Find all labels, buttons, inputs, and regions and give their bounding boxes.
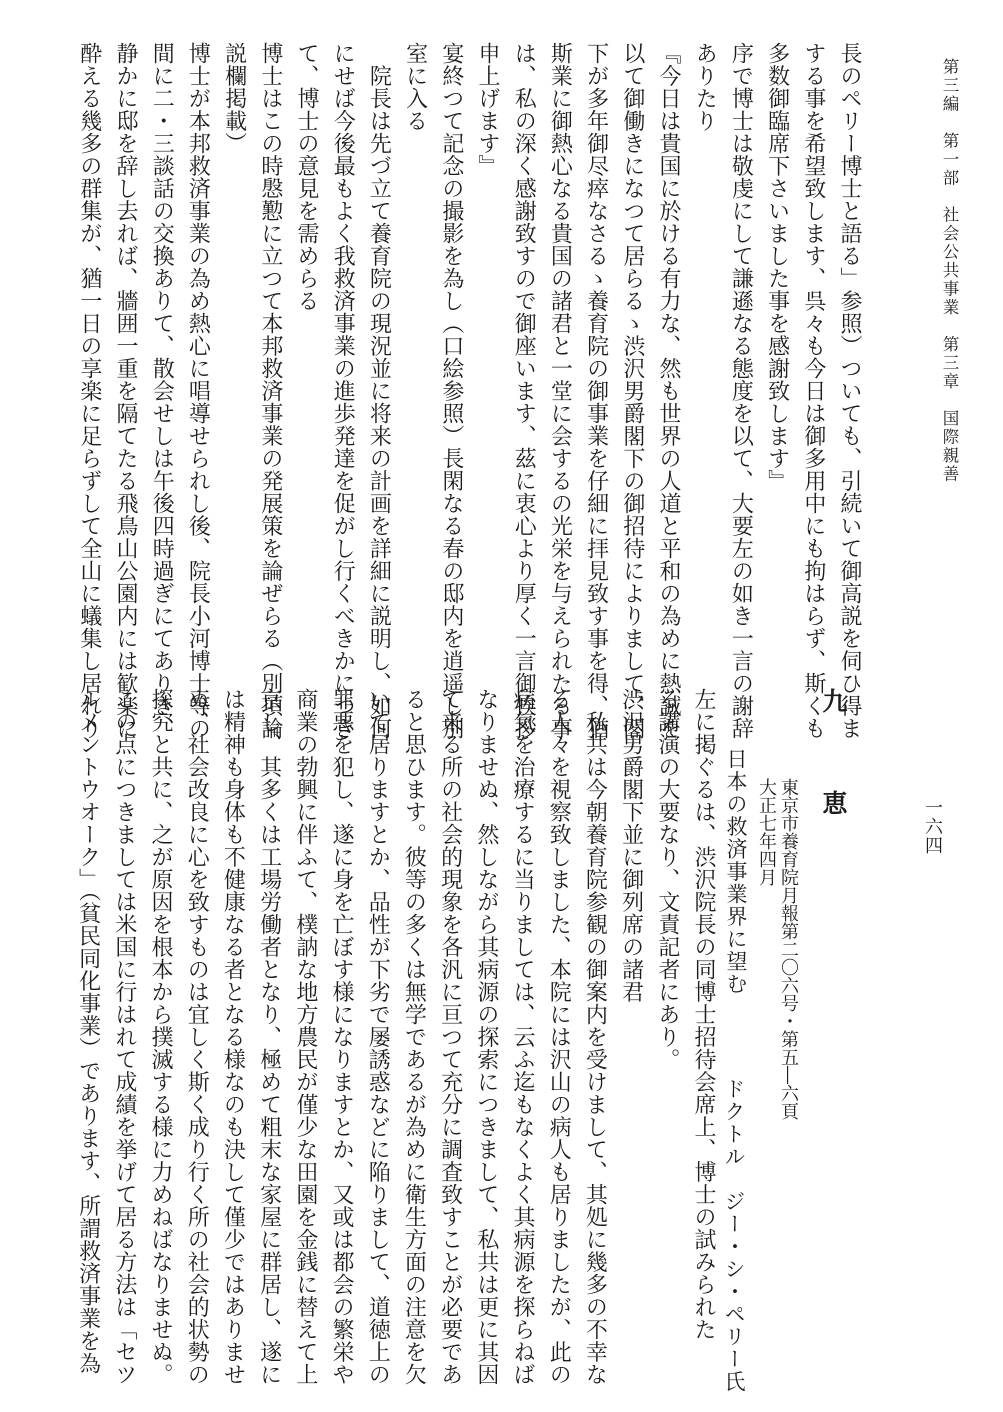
- text-line: 斯業に御熱心なる貴国の諸君と一堂に会するの光栄を与えられたる事: [547, 42, 573, 740]
- text-line: 以て御働きになつて居らるゝ渋沢男爵閣下の御招待によりまして、閣: [619, 42, 645, 740]
- text-line: 『今日は貴国に於ける有力な、然も世界の人道と平和の為めに熱誠を: [656, 42, 681, 740]
- text-line: この点につきましては米国に行はれて成績を挙げて居る方法は「セツ: [111, 688, 137, 1386]
- text-line: 多数御臨席下さいました事を感謝致します』: [764, 42, 790, 492]
- text-line: ルメントウオーク」（貧民同化事業）であります、所謂救済事業を為: [75, 688, 101, 1375]
- text-line: る講演の大要なり、文責記者にあり。: [654, 688, 680, 1071]
- text-line: 罪悪を犯し、遂に身を亡ぼす様になりますとか、又或は都会の繁栄や: [329, 688, 354, 1386]
- running-header: 第三編 第一部 社会公共事業 第三章 国際親善: [940, 58, 959, 484]
- text-line: いて居りますとか、品性が下劣で屡誘惑などに陥りまして、道徳上の: [365, 688, 391, 1386]
- text-line: て、博士の意見を需めらる: [294, 42, 319, 312]
- text-line: 京し、其多くは工場労働者となり、極めて粗末な家屋に群居し、遂に: [256, 688, 282, 1386]
- article-author: ドクトル ジー・シ・ペリー氏: [722, 1078, 746, 1393]
- section-number: 九 恵: [819, 688, 848, 841]
- text-line: 静かに邸を辞し去れば、牆囲一重を隔てたる飛鳥山公園内には歓楽に: [113, 42, 138, 740]
- text-line: ると思ひます。彼等の多くは無学であるが為めに衛生方面の注意を欠: [401, 688, 427, 1386]
- text-line: る人々を視察致しました、本院には沢山の病人も居りましたが、此の: [546, 688, 572, 1386]
- text-line: する事を希望致します、呉々も今日は御多用中にも拘はらず、斯くも: [800, 42, 826, 740]
- text-line: 説欄掲載）: [221, 42, 247, 155]
- source-date: 大正七年四月: [756, 778, 777, 886]
- text-line: は、私の深く感謝致すので御座います、茲に衷心より厚く一言御挨拶: [511, 42, 537, 740]
- text-line: 博士はこの時慇懃に立つて本邦救済事業の発展策を論ぜらる（別項論: [257, 42, 283, 740]
- text-line: 私共は今朝養育院参観の御案内を受けまして、其処に幾多の不幸な: [582, 688, 608, 1386]
- text-line: 博士が本邦救済事業の為め熱心に唱導せられし後、院長小河博士等の: [185, 42, 211, 740]
- text-line: 酔える幾多の群集が、猶一日の享楽に足らずして全山に蟻集し居れり: [76, 42, 102, 740]
- text-line: 室に入る: [402, 42, 428, 132]
- text-line: 下が多年御尽瘁なさるゝ養育院の御事業を仔細に拝見致す事を得、猶: [583, 42, 609, 740]
- article-title: 日本の救済事業界に望む: [724, 748, 748, 996]
- text-line: なりませぬ、然しながら其病源の探索につきまして、私共は更に其因: [473, 688, 499, 1386]
- text-line: て来る所の社会的現象を各汎に亘つて充分に調査致すことが必要であ: [437, 688, 463, 1386]
- text-line: 商業の勃興に伴ふて、樸訥な地方農民が僅少な田園を金銭に替えて上: [292, 688, 318, 1386]
- text-line: 病気を治療するに当りましては、云ふ迄もなくよく其病源を探らねば: [510, 688, 535, 1386]
- text-line: 長のペリー博士と語る」参照）ついても、引続いて御高説を伺ひ得ま: [837, 42, 862, 740]
- text-line: 申上げます』: [475, 42, 500, 177]
- text-line: 左に掲ぐるは、渋沢院長の同博士招待会席上、博士の試みられた: [691, 688, 716, 1341]
- page-number: 一六四: [922, 798, 943, 855]
- text-line: にせば今後最もよく我救済事業の進歩発達を促がし行くべきかにつき: [330, 42, 356, 740]
- text-line: ぬ、社会改良に心を致すものは宜しく斯く成り行く所の社会的状勢の: [184, 688, 210, 1386]
- text-line: 宴終つて記念の撮影を為し（口絵参照）長閑なる春の邸内を逍遥し別: [438, 42, 464, 740]
- text-line: 序で博士は敬虔にして謙遜なる態度を以て、大要左の如き一言の謝辞: [728, 42, 754, 740]
- source-citation: 東京市養育院月報第二〇六号・第五―六頁: [778, 778, 799, 1120]
- text-line: は精神も身体も不健康なる者となる様なのも決して僅少ではありませ: [220, 688, 246, 1386]
- text-line: 渋沢男爵閣下並に御列席の諸君: [618, 688, 644, 1003]
- text-line: ありたり: [692, 42, 718, 132]
- text-line: 院長は先づ立て養育院の現況並に将来の計画を詳細に説明し、如何: [366, 42, 392, 740]
- text-line: 間に二・三談話の交換ありて、散会せしは午後四時過ぎにてありき、: [149, 42, 175, 740]
- text-line: 探究と共に、之が原因を根本から撲滅する様に力めねばなりませぬ。: [148, 688, 173, 1386]
